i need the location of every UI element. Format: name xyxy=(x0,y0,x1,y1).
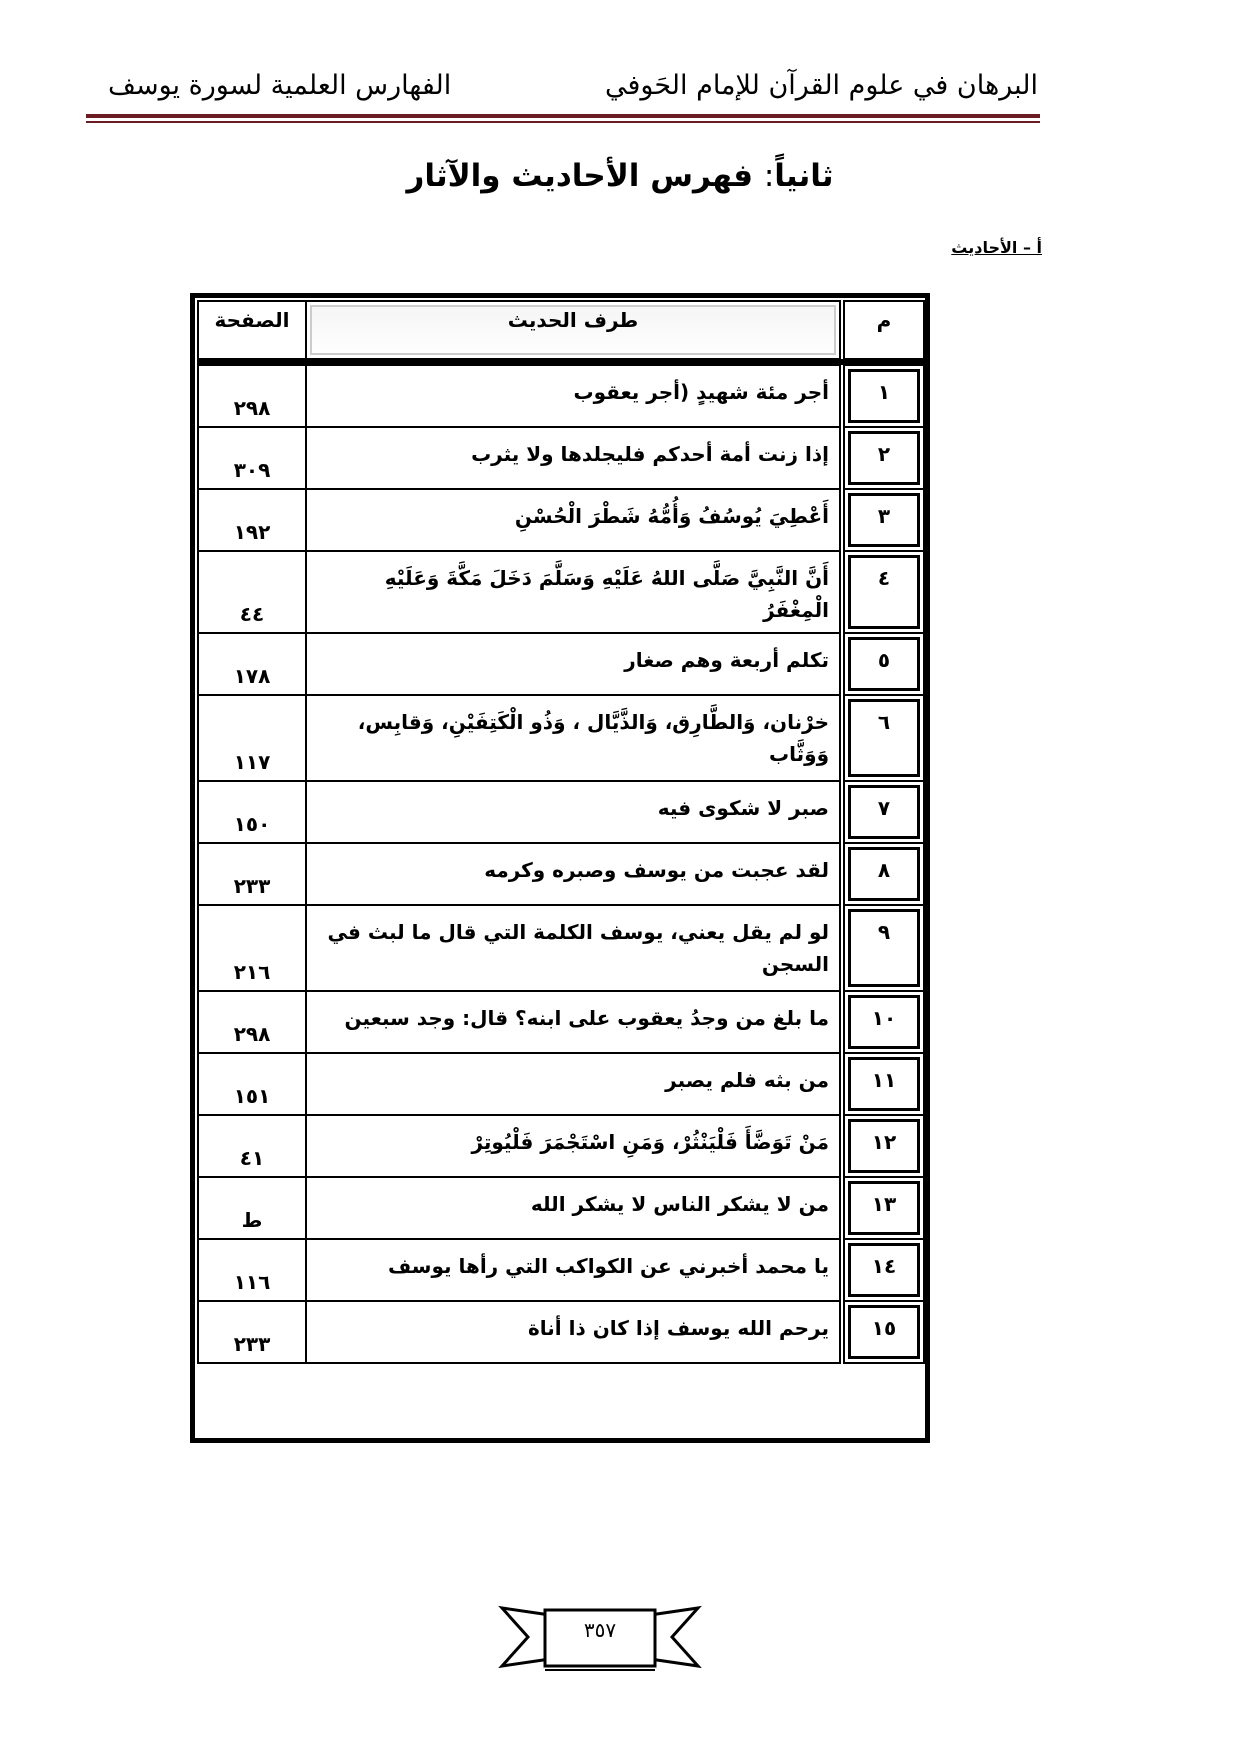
hadith-text: لو لم يقل يعني، يوسف الكلمة التي قال ما لبث في السجن xyxy=(306,905,842,991)
table-row xyxy=(198,365,924,427)
table-row xyxy=(198,1177,924,1239)
page-ref: ٢٩٨ xyxy=(198,991,306,1053)
hadith-text: إذا زنت أمة أحدكم فليجلدها ولا يثرب xyxy=(306,427,842,489)
table-row xyxy=(198,991,924,1053)
hadith-text: يرحم الله يوسف إذا كان ذا أناة xyxy=(306,1301,842,1363)
title-separator: : xyxy=(763,158,775,194)
page-ref: ١٥٠ xyxy=(198,781,306,843)
row-number: ١٤ xyxy=(842,1239,924,1301)
table-row xyxy=(198,551,924,633)
table-row xyxy=(198,781,924,843)
row-number: ١٥ xyxy=(842,1301,924,1363)
hadith-text: ما بلغ من وجدُ يعقوب على ابنه؟ قال: وجد سبعين xyxy=(306,991,842,1053)
hadith-text: أَنَّ النَّبِيَّ صَلَّى اللهُ عَلَيْهِ وَسَلَّمَ دَخَلَ مَكَّةَ وَعَلَيْهِ الْمِغْفَرُ xyxy=(306,551,842,633)
hadith-text: من لا يشكر الناس لا يشكر الله xyxy=(306,1177,842,1239)
row-number: ١٠ xyxy=(842,991,924,1053)
row-number: ٩ xyxy=(842,905,924,991)
section-title: الفهارس العلمية لسورة يوسف xyxy=(108,70,452,101)
title-prefix: ثانياً xyxy=(774,158,834,194)
page-ref: ٢٣٣ xyxy=(198,843,306,905)
table-row xyxy=(198,489,924,551)
page-ref: ١٥١ xyxy=(198,1053,306,1115)
page-ref: ٤٤ xyxy=(198,551,306,633)
page-ref: ١١٧ xyxy=(198,695,306,781)
page-number-banner xyxy=(490,1600,710,1675)
table-row xyxy=(198,1053,924,1115)
row-number: ٣ xyxy=(842,489,924,551)
table-row xyxy=(198,1115,924,1177)
subsection-heading: أ – الأحاديث xyxy=(951,238,1042,257)
page-ref: ٢٩٨ xyxy=(198,365,306,427)
header-page: الصفحة xyxy=(198,301,306,359)
table-row xyxy=(198,1239,924,1301)
page-title xyxy=(0,158,1240,194)
row-number: ٢ xyxy=(842,427,924,489)
row-number: ١ xyxy=(842,365,924,427)
page-ref: ٤١ xyxy=(198,1115,306,1177)
hadith-index-table xyxy=(197,300,925,1364)
header-rule-thin xyxy=(86,121,1040,123)
row-number: ٧ xyxy=(842,781,924,843)
hadith-text: أجر مئة شهيدٍ (أجر يعقوب xyxy=(306,365,842,427)
page-ref: ٢٣٣ xyxy=(198,1301,306,1363)
table-body xyxy=(198,365,924,1363)
table-row xyxy=(198,427,924,489)
table-header-row xyxy=(198,301,924,359)
row-number: ١٣ xyxy=(842,1177,924,1239)
row-number: ١١ xyxy=(842,1053,924,1115)
hadith-text: أَعْطِيَ يُوسُفُ وَأُمُّهُ شَطْرَ الْحُسْنِ xyxy=(306,489,842,551)
table-row xyxy=(198,1301,924,1363)
hadith-text: من بثه فلم يصبر xyxy=(306,1053,842,1115)
title-main: فهرس الأحاديث والآثار xyxy=(406,158,754,194)
header-rule-thick xyxy=(86,114,1040,118)
hadith-text: مَنْ تَوَضَّأَ فَلْيَنْثُرْ، وَمَنِ اسْتَجْمَرَ فَلْيُوتِرْ xyxy=(306,1115,842,1177)
page-ref: ٢١٦ xyxy=(198,905,306,991)
hadith-text: خرْنان، وَالطَّارِق، وَالذَّيَّال ، وَذُو الْكَتِفَيْنِ، وَقابِس، وَوَثَّاب xyxy=(306,695,842,781)
row-number: ٤ xyxy=(842,551,924,633)
page-ref: ٣٠٩ xyxy=(198,427,306,489)
hadith-text: تكلم أربعة وهم صغار xyxy=(306,633,842,695)
header-num: م xyxy=(842,301,924,359)
row-number: ٨ xyxy=(842,843,924,905)
hadith-text: يا محمد أخبرني عن الكواكب التي رأها يوسف xyxy=(306,1239,842,1301)
hadith-text: لقد عجبت من يوسف وصبره وكرمه xyxy=(306,843,842,905)
book-title: البرهان في علوم القرآن للإمام الحَوفي xyxy=(605,70,1038,101)
row-number: ٥ xyxy=(842,633,924,695)
page-number: ٣٥٧ xyxy=(583,1618,617,1642)
page-header xyxy=(88,70,1038,110)
page-ref: ١١٦ xyxy=(198,1239,306,1301)
table-row xyxy=(198,633,924,695)
table-row xyxy=(198,905,924,991)
page-ref: ط xyxy=(198,1177,306,1239)
page-ref: ١٧٨ xyxy=(198,633,306,695)
hadith-text: صبر لا شكوى فيه xyxy=(306,781,842,843)
row-number: ٦ xyxy=(842,695,924,781)
page-ref: ١٩٢ xyxy=(198,489,306,551)
table-row xyxy=(198,843,924,905)
header-text: طرف الحديث xyxy=(306,301,842,359)
table-row xyxy=(198,695,924,781)
row-number: ١٢ xyxy=(842,1115,924,1177)
